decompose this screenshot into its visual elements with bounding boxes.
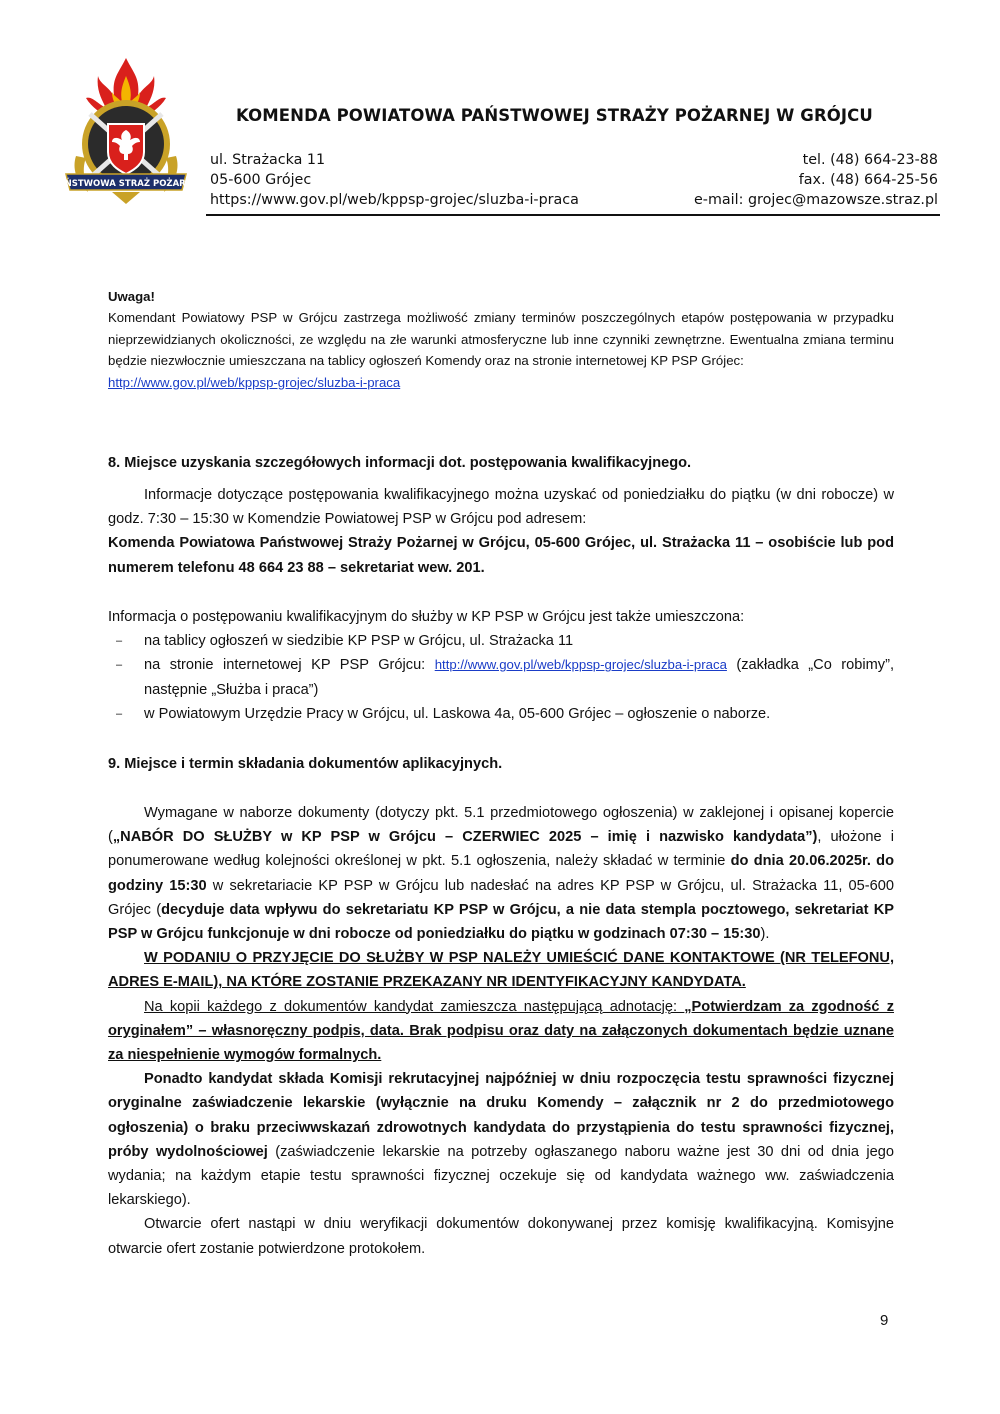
page-number: 9 [880,1312,889,1329]
list-item: – na tablicy ogłoszeń w siedzibie KP PSP w Grójcu, ul. Strażacka 11 [116,633,574,650]
address-street: ul. Strażacka 11 [210,152,326,168]
section-8-heading: 8. Miejsce uzyskania szczegółowych informacji dot. postępowania kwalifikacyjnego. [108,455,692,471]
header-divider [206,214,940,216]
medical-certificate-para: Ponadto kandydat składa Komisji rekrutacyjnej najpóźniej w dniu rozpoczęcia testu sprawności fizycznej oryginalne zaświadczenie lekarskie (wyłącznie na druku Komendy – załącznik nr 2 do przedmiotowego ogłoszenia) o braku przeciwwskazań zdrowotnych kandydata do przystąpienia do testu sprawności fizycznej, próby wydolnościowej (zaświadczenie lekarskie na potrzeby ogłaszanego naboru ważne jest 30 dni od dnia jego wydania; na każdym etapie testu sprawności fizycznej oczekuje się od kandydata ważnego ww. zaświadczenia lekarskiego). [108,1071,894,1209]
website-url[interactable]: https://www.gov.pl/web/kppsp-grojec/sluzba-i-praca [210,192,579,208]
fax-number: fax. (48) 664-25-56 [798,172,938,188]
notice-link[interactable]: http://www.gov.pl/web/kppsp-grojec/sluzba-i-praca [108,374,401,390]
section-8-para: Informacje dotyczące postępowania kwalifikacyjnego można uzyskać od poniedziałku do piątku (w dni robocze) w godz. 7:30 – 15:30 w Komendzie Powiatowej PSP w Grójcu pod adresem: [108,487,894,528]
section-9-heading: 9. Miejsce i termin składania dokumentów aplikacyjnych. [108,756,503,772]
info-link[interactable]: http://www.gov.pl/web/kppsp-grojec/sluzba-i-praca [434,657,727,673]
opening-offers-para: Otwarcie ofert nastąpi w dniu weryfikacji dokumentów dokonywanej przez komisję kwalifikacyjną. Komisyjne otwarcie ofert zostanie potwierdzone protokołem. [108,1216,894,1257]
psp-emblem-logo [52,56,200,206]
info-list [108,629,894,726]
notice-block [108,286,894,393]
copy-annotation-para: Na kopii każdego z dokumentów kandydat zamieszcza następującą adnotację: „Potwierdzam za zgodność z oryginałem” – własnoręczny podpis, data. Brak podpisu oraz daty na załączonych dokumentach będzie uznane za niespełnienie wymogów formalnych. [108,998,894,1064]
address-city: 05-600 Grójec [210,172,312,188]
info-intro: Informacja o postępowaniu kwalifikacyjnym do służby w KP PSP w Grójcu jest także umieszczona: [108,609,745,625]
contact-requirement: W PODANIU O PRZYJĘCIE DO SŁUŻBY W PSP NALEŻY UMIEŚCIĆ DANE KONTAKTOWE (NR TELEFONU, ADRES E-MAIL), NA KTÓRE ZOSTANIE PRZEKAZANY NR IDENTYFIKACYJNY KANDYDATA. [108,950,894,991]
svg-text:PAŃSTWOWA STRAŻ POŻARNA: PAŃSTWOWA STRAŻ POŻARNA [52,179,200,189]
phone-number: tel. (48) 664-23-88 [802,152,938,168]
list-item: – na stronie internetowej KP PSP Grójcu: http://www.gov.pl/web/kppsp-grojec/sluzba-i-praca (zakładka „Co robimy”, następnie „Służba i praca”) [116,657,894,698]
section-8-body [108,483,894,580]
section-8-address: Komenda Powiatowa Państwowej Straży Pożarnej w Grójcu, 05-600 Grójec, ul. Strażacka 11 – osobiście lub pod numerem telefonu 48 664 23 88 – sekretariat wew. 201. [108,535,894,576]
address-block [210,150,579,210]
list-item: – w Powiatowym Urzędzie Pracy w Grójcu, ul. Laskowa 4a, 05-600 Grójec – ogłoszenie o naborze. [116,705,771,722]
section-9-body [108,801,894,1261]
documents-para: Wymagane w naborze dokumenty (dotyczy pkt. 5.1 przedmiotowego ogłoszenia) w zaklejonej i opisanej kopercie („NABÓR DO SŁUŻBY w KP PSP w Grójcu – CZERWIEC 2025 – imię i nazwisko kandydata”), ułożone i ponumerowane według kolejności określonej w pkt. 5.1 ogłoszenia, należy składać w terminie do dnia 20.06.2025r. do godziny 15:30 w sekretariacie KP PSP w Grójcu lub nadesłać na adres KP PSP w Grójcu, ul. Strażacka 11, 05-600 Grójec (decyduje data wpływu do sekretariatu KP PSP w Grójcu, a nie data stempla pocztowego, sekretariat KP PSP w Grójcu funkcjonuje w dni robocze od poniedziałku do piątku w godzinach 07:30 – 15:30). [108,805,894,943]
notice-title: Uwaga! [108,289,155,304]
notice-text: Komendant Powiatowy PSP w Grójcu zastrzega możliwość zmiany terminów poszczególnych etapów postępowania w przypadku nieprzewidzianych okoliczności, ze względu na złe warunki atmosferyczne lub inne czynniki zewnętrzne. Ewentualna zmiana terminu będzie niezwłocznie umieszczana na tablicy ogłoszeń Komendy oraz na stronie internetowej KP PSP Grójec: http://www.gov.pl/web/kppsp-grojec/sluzba-i-praca [108,310,894,390]
email-address[interactable]: e-mail: grojec@mazowsze.straz.pl [694,192,938,208]
contact-block [694,150,938,210]
institution-title: KOMENDA POWIATOWA PAŃSTWOWEJ STRAŻY POŻARNEJ W GRÓJCU [236,106,873,125]
section-8-info [108,605,894,726]
